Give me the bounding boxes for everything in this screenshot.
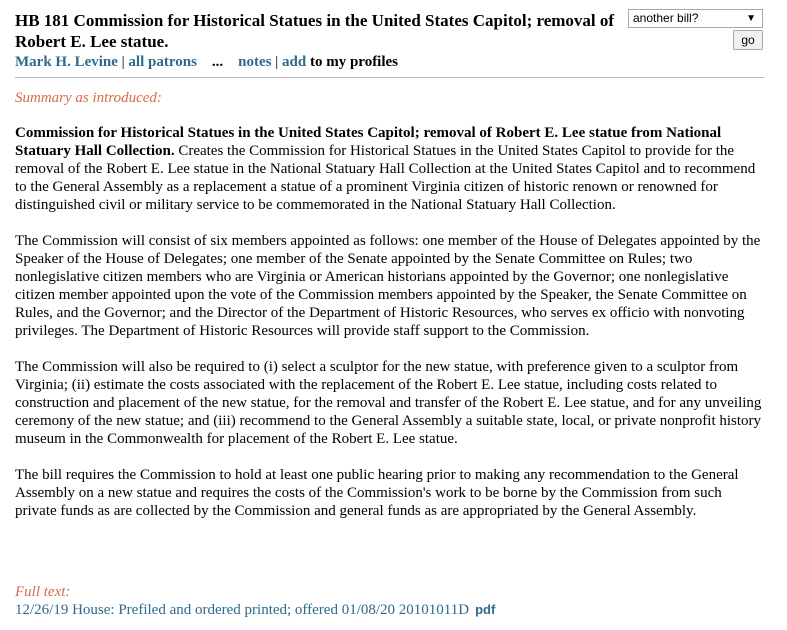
summary-lead-rest: Creates the Commission for Historical Statues in the United States Capitol to provide for the removal of the Robert E. Lee statue in the National Statuary Hall Collection at the United States Capitol and to recommend to the General Assembly as a replacement a statue of a prominent Virginia citizen of historic renown or renowned for distinguished civil or military service to be commemorated in the National Statuary Hall Collection.	[15, 143, 756, 213]
full-text-label: Full text:	[15, 584, 71, 600]
another-bill-select[interactable]	[628, 9, 763, 28]
patron-link[interactable]: Mark H. Levine	[15, 54, 118, 70]
bill-title: HB 181 Commission for Historical Statues in the United States Capitol; removal of Robert E. Lee statue.	[15, 11, 615, 51]
notes-separator: |	[271, 54, 283, 70]
pdf-link[interactable]: pdf	[475, 602, 496, 617]
ellipsis: ...	[211, 54, 224, 70]
profiles-text: to my profiles	[306, 54, 399, 70]
summary-lead-bold: Commission for Historical Statues in the United States Capitol; removal of Robert E. Lee statue from National Statuary Hall Collection.	[15, 125, 722, 159]
patron-line	[15, 52, 765, 72]
full-text-entry	[15, 601, 495, 619]
header-divider	[15, 77, 764, 78]
summary-paragraph-4: The bill requires the Commission to hold at least one public hearing prior to making any recommendation to the General Assembly on a new statue and requires the costs of the Commission's work to be borne by the Commission from such private funds as are collected by the Commission and general funds as are appropriated by the General Assembly.	[15, 467, 739, 519]
notes-link[interactable]: notes	[238, 54, 272, 70]
dropdown-arrow-icon: ▼	[746, 13, 756, 24]
summary-paragraph-1	[15, 124, 765, 214]
all-patrons-link[interactable]: all patrons	[128, 54, 197, 70]
another-bill-select-value: another bill?	[633, 11, 699, 25]
summary-body	[15, 124, 765, 538]
summary-paragraph-3: The Commission will also be required to (i) select a sculptor for the new statue, with preference given to a sculptor from Virginia; (ii) estimate the costs associated with the replacement of the Robert E. Lee statue, including costs related to construction and placement of the new statue, for the removal and transfer of the Robert E. Lee statue, and for any unveiling ceremony of the new statue; and (iii) recommend to the General Assembly a suitable state, local, or private nonprofit history museum in the Commonwealth for placement of the Robert E. Lee statue.	[15, 359, 762, 447]
full-text-document-link[interactable]: 12/26/19 House: Prefiled and ordered printed; offered 01/08/20 20101011D	[15, 602, 470, 618]
bill-navigation	[628, 9, 763, 47]
add-link[interactable]: add	[282, 54, 307, 70]
summary-label: Summary as introduced:	[15, 90, 162, 106]
summary-paragraph-2: The Commission will consist of six members appointed as follows: one member of the House of Delegates appointed by the Speaker of the House of Delegates; one member of the Senate appointed by the Senate Committee on Rules; two nonlegislative citizen members who are Virginia or American historians appointed by the Governor; one nonlegislative citizen member appointed upon the vote of the Commission members appointed by the Speaker, the Senate Committee on Rules, and the Governor; and the Director of the Department of Historic Resources, who serves ex officio with nonvoting privileges. The Department of Historic Resources will provide staff support to the Commission.	[15, 233, 761, 339]
patron-separator: |	[117, 54, 129, 70]
go-button[interactable]: go	[733, 30, 763, 50]
